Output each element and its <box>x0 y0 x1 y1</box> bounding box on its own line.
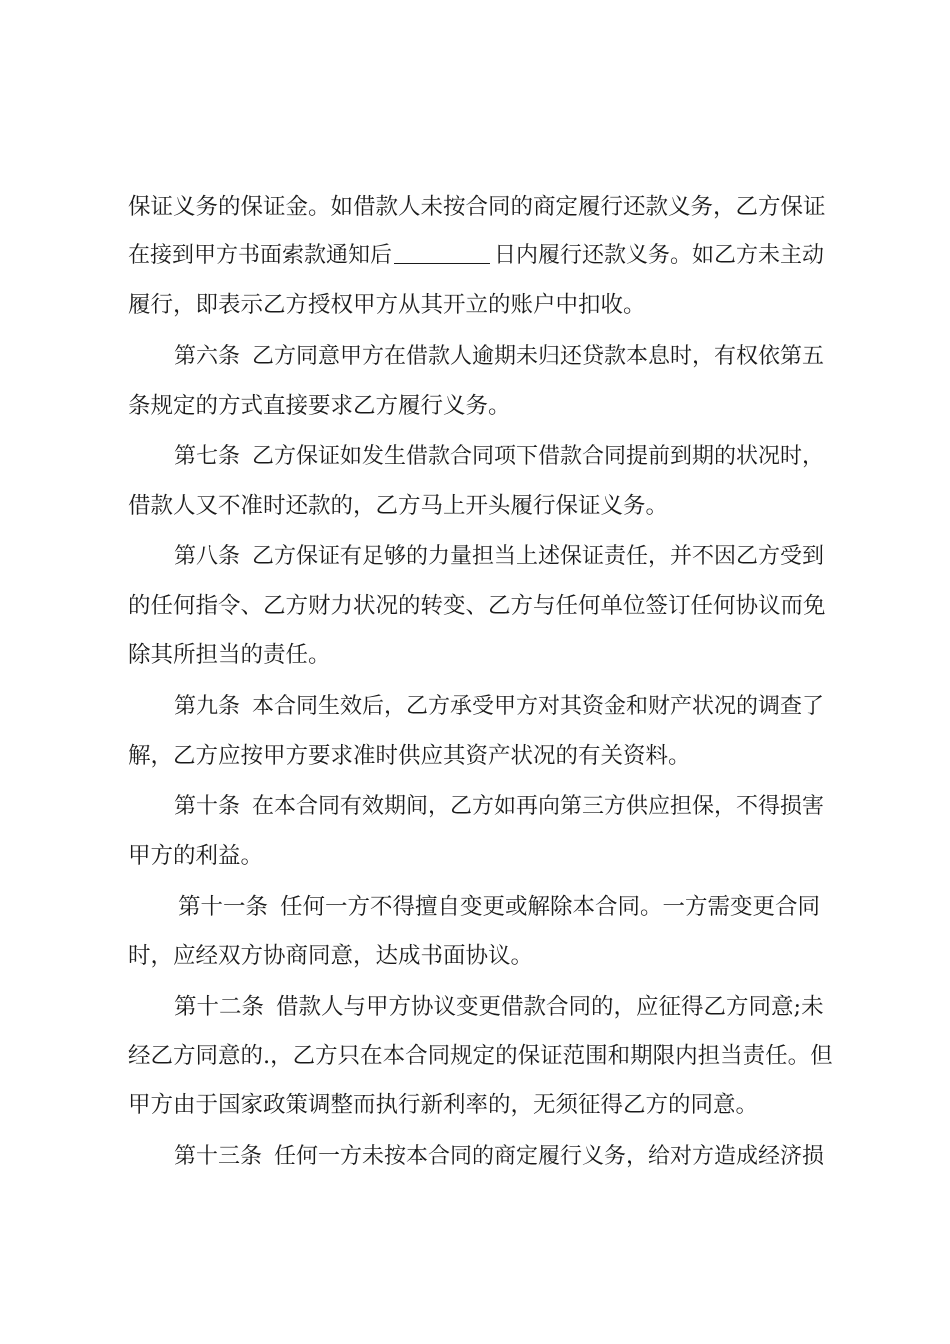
article-heading: 第九条 <box>174 694 241 719</box>
article-8-first-line <box>174 542 834 572</box>
article-heading: 第六条 <box>174 344 241 369</box>
paragraph-line: 甲方由于国家政策调整而执行新利率的，无须征得乙方的同意。 <box>128 1092 759 1118</box>
line-text: 乙方保证有足够的力量担当上述保证责任，并不因乙方受到 <box>252 544 825 569</box>
paragraph-line: 除其所担当的责任。 <box>128 642 331 668</box>
paragraph-line: 借款人又不准时还款的，乙方马上开头履行保证义务。 <box>128 493 669 519</box>
article-12-first-line <box>174 992 834 1022</box>
line-text: 本合同生效后，乙方承受甲方对其资金和财产状况的调查了 <box>252 694 825 719</box>
paragraph-line: 甲方的利益。 <box>128 843 264 869</box>
line-text: 乙方保证如发生借款合同项下借款合同提前到期的状况时， <box>252 444 825 469</box>
line-text: 任何一方不得擅自变更或解除本合同。一方需变更合同 <box>280 894 821 920</box>
line-text: 乙方同意甲方在借款人逾期未归还贷款本息时，有权依第五 <box>252 344 825 369</box>
paragraph-line: 的任何指令、乙方财力状况的转变、乙方与任何单位签订任何协议而免 <box>128 593 826 619</box>
article-heading: 第十二条 <box>174 994 265 1020</box>
article-13-first-line <box>174 1142 834 1172</box>
paragraph-line: 条规定的方式直接要求乙方履行义务。 <box>128 393 511 419</box>
line-text: 任何一方未按本合同的商定履行义务，给对方造成经济损 <box>274 1144 825 1169</box>
fill-in-blank <box>394 241 490 264</box>
line-text: 在接到甲方书面索款通知后 <box>128 243 393 268</box>
paragraph-line: 保证义务的保证金。如借款人未按合同的商定履行还款义务，乙方保证 <box>128 194 826 220</box>
line-text: 日内履行还款义务。如乙方未主动 <box>494 243 825 268</box>
article-11-first-line <box>178 892 834 922</box>
line-text: 借款人与甲方协议变更借款合同的，应征得乙方同意;未 <box>276 994 824 1020</box>
article-heading: 第十条 <box>174 794 241 819</box>
article-9-first-line <box>174 692 834 722</box>
article-6-first-line <box>174 342 834 372</box>
paragraph-line: 解，乙方应按甲方要求准时供应其资产状况的有关资料。 <box>128 743 691 769</box>
article-7-first-line <box>174 442 834 472</box>
article-heading: 第七条 <box>174 444 241 469</box>
paragraph-line: 履行，即表示乙方授权甲方从其开立的账户中扣收。 <box>128 292 646 318</box>
article-heading: 第十一条 <box>178 894 269 920</box>
paragraph-line: 时，应经双方协商同意，达成书面协议。 <box>128 943 534 969</box>
article-10-first-line <box>174 792 834 822</box>
article-heading: 第十三条 <box>174 1144 263 1169</box>
article-heading: 第八条 <box>174 544 241 569</box>
line-text: 在本合同有效期间，乙方如再向第三方供应担保，不得损害 <box>252 794 825 819</box>
paragraph-line: 经乙方同意的.，乙方只在本合同规定的保证范围和期限内担当责任。但 <box>128 1043 833 1069</box>
paragraph-line <box>128 241 834 271</box>
